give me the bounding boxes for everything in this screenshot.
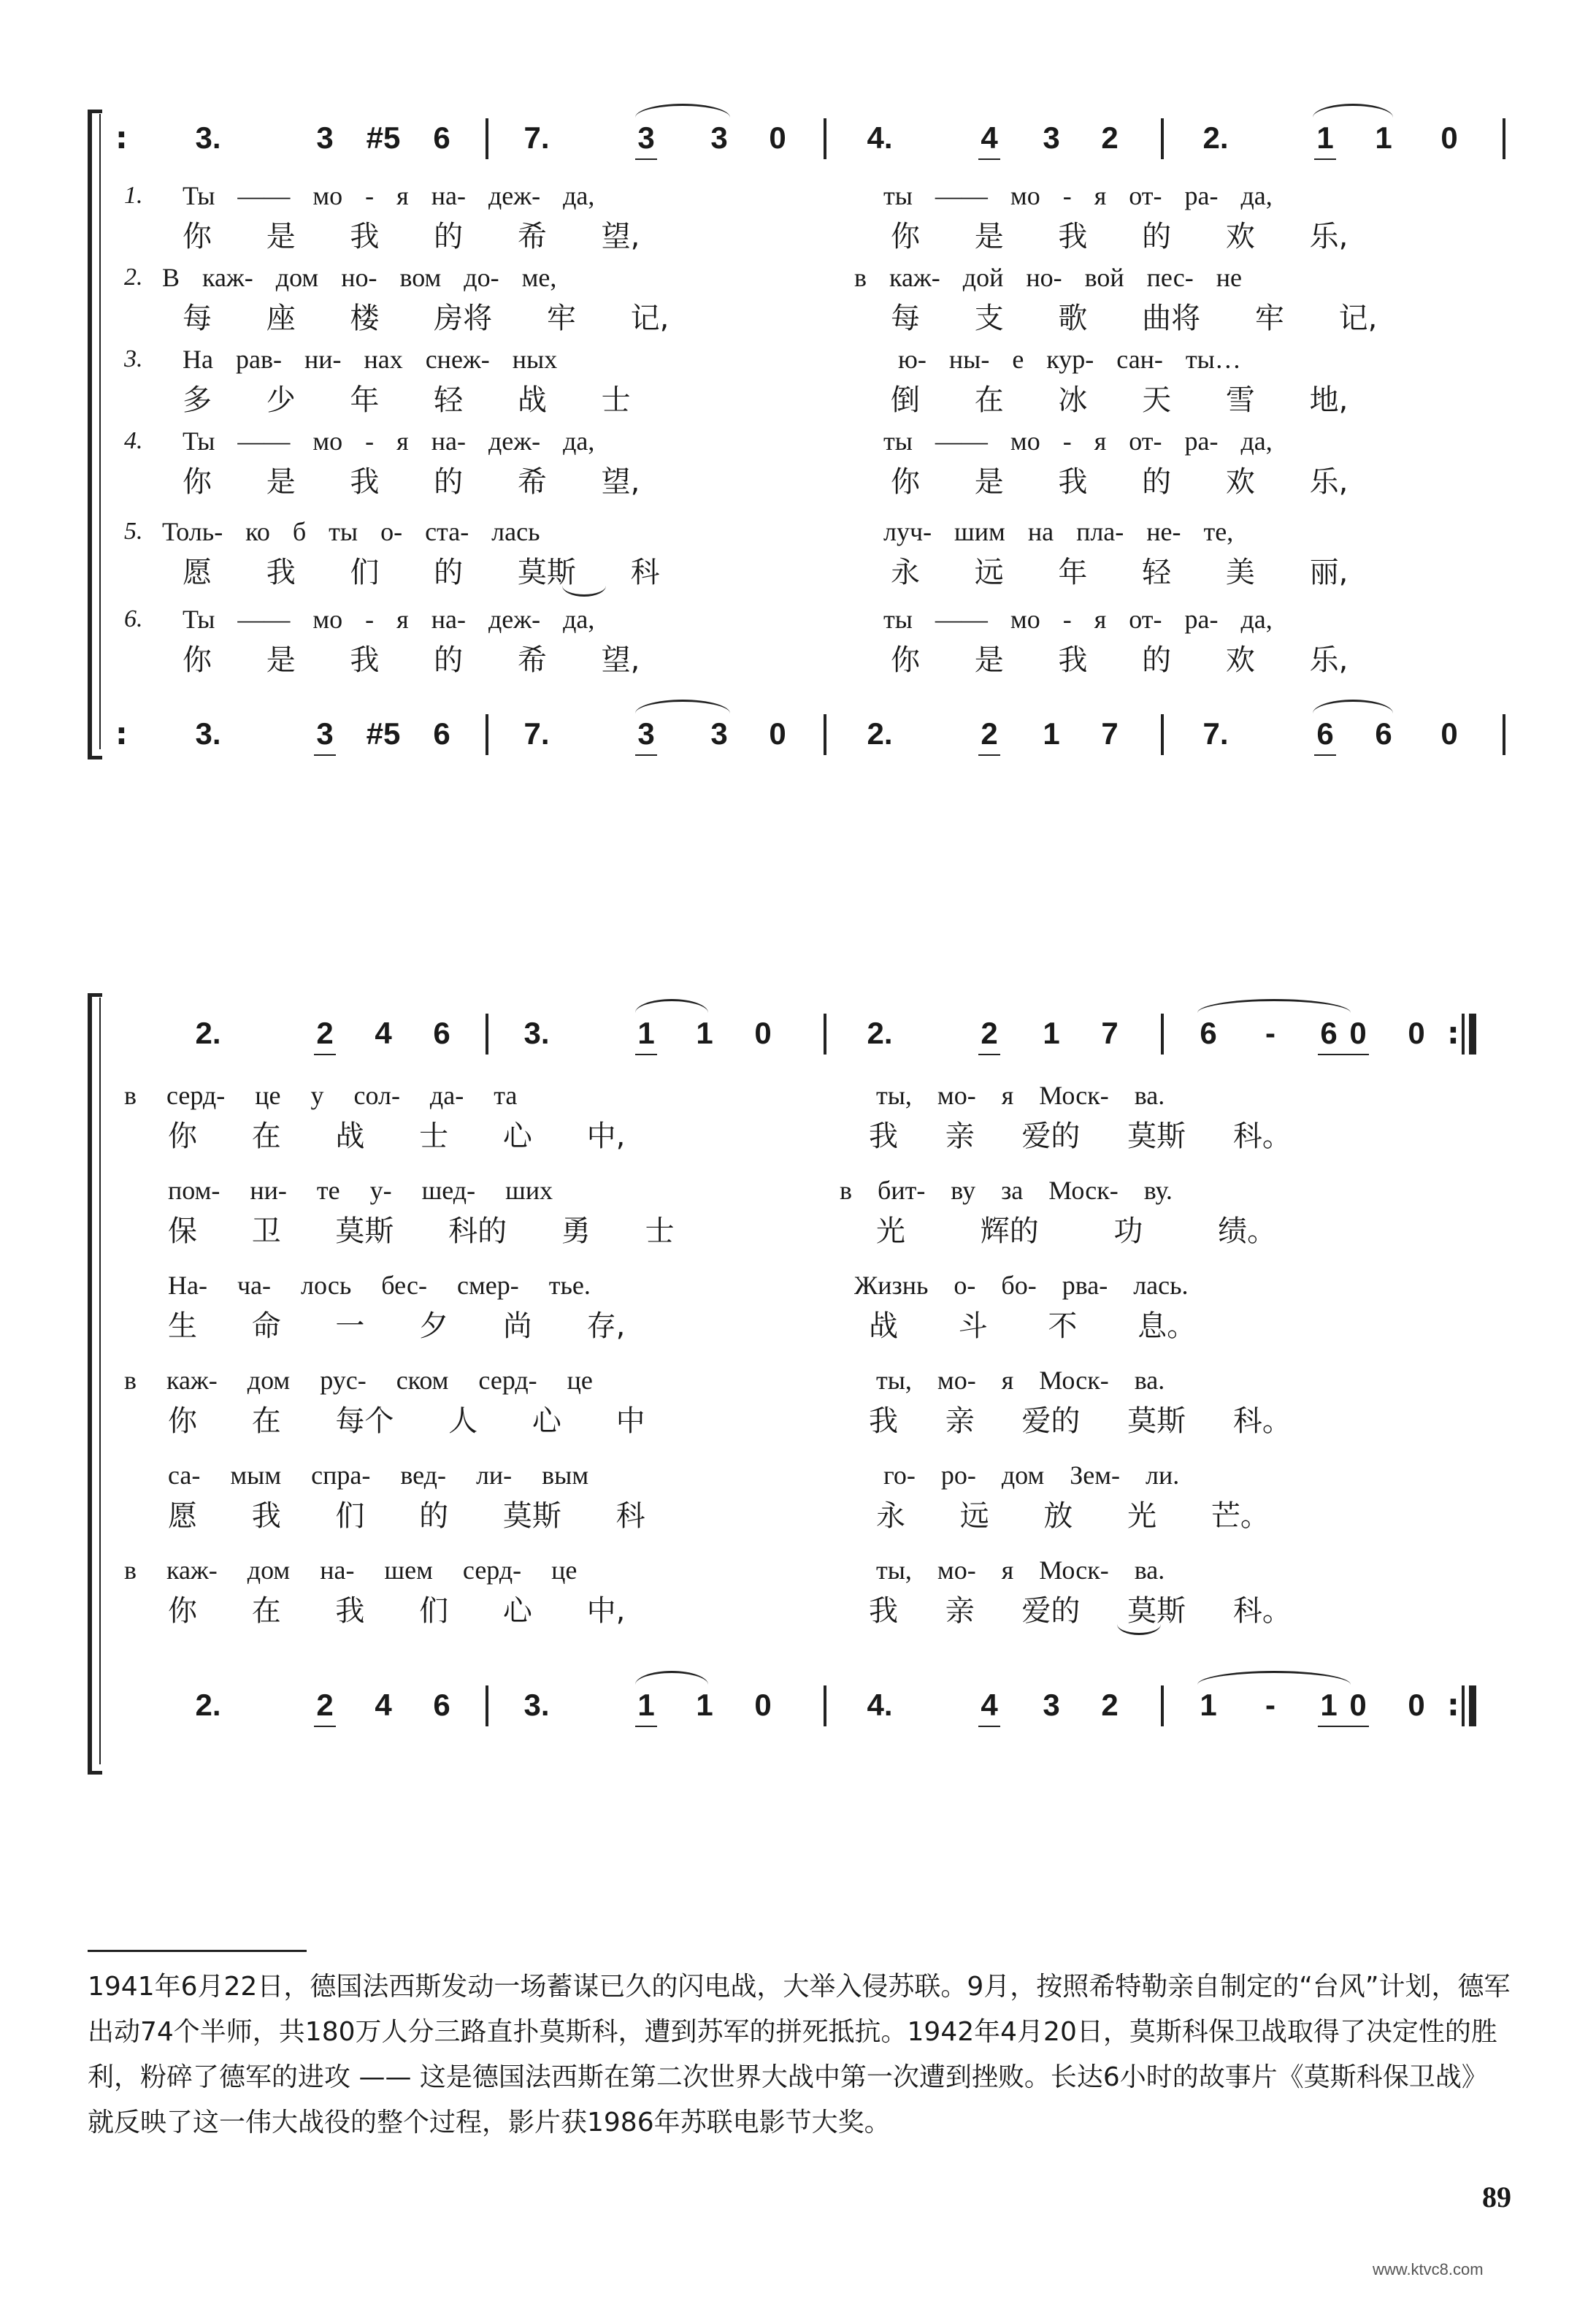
notes-row-top [117,112,1519,164]
verse-1-zh [117,1116,1519,1157]
barline [486,1014,488,1055]
note: 6 [433,716,450,751]
verse-4-ru [117,1360,1519,1401]
verse-2-zh [117,298,1519,339]
final-barline-thick [1469,1685,1476,1726]
note: 2. [867,716,893,751]
lyric-ru-b: ю- ны- е кур- сан- ты… [898,345,1241,374]
lyric-zh-b: 倒 在 冰 天 雪 地, [891,383,1348,417]
lyric-zh-a: 多 少 年 轻 战 士 [183,383,631,417]
repeat-start: : [115,120,128,156]
verse-4-zh [117,462,1519,502]
lyric-zh-b: 你 是 我 的 欢 乐, [891,643,1348,677]
repeat-end: : [1447,1015,1459,1051]
lyric-ru-b: ты —— мо - я от- ра- да, [883,426,1273,456]
note: 0 [769,716,786,751]
lyric-zh-a: 生 命 一 夕 尚 存, [168,1309,626,1343]
note: 0 [769,120,786,155]
underline [978,754,1000,756]
note: 0 [1408,1688,1425,1722]
note: 3 [1043,120,1060,155]
verse-1-zh [117,216,1519,257]
verse-number: 1. [124,182,143,209]
verse-number: 5. [124,518,143,545]
note: 7. [523,716,550,751]
verse-2-ru [117,257,1519,298]
underline [314,1053,336,1055]
note: 3 [316,120,334,155]
page-number: 89 [1482,2181,1511,2213]
underline [635,158,657,160]
tie-mark [562,586,606,597]
verse-3-zh [117,1306,1519,1347]
note: 2. [195,1688,221,1722]
barline [486,118,488,159]
system-bracket-inner [99,998,101,1764]
lyric-ru-a: Ты —— мо - я на- деж- да, [183,426,595,456]
note: 3 [710,716,728,751]
slur [1197,1671,1351,1685]
lyric-zh-a: 愿 我 们 的 莫斯 科 [183,556,660,589]
verse-1-ru [117,175,1519,216]
lyric-zh-a: 你 在 我 们 心 中, [168,1594,626,1628]
lyric-zh-b: 永 远 放 光 芒。 [876,1499,1270,1533]
verse-4-ru [117,421,1519,462]
note: 3 [637,716,655,751]
verse-2-zh [117,1211,1519,1252]
note: 4 [375,1016,392,1050]
score-system-1 [88,95,1511,774]
note: 7. [1202,716,1229,751]
note: 3. [195,716,221,751]
note: #5 [366,120,401,155]
note: 4. [867,1688,893,1722]
barline [824,1685,826,1726]
repeat-start: : [115,716,128,751]
note: - [1265,1688,1275,1722]
lyric-ru-b: ты —— мо - я от- ра- да, [883,181,1273,210]
barline [1161,118,1164,159]
lyric-ru-a: Толь- ко б ты о- ста- лась [162,517,540,546]
underline [1314,754,1336,756]
lyric-zh-b: 我 亲 爱的 莫斯 科。 [869,1594,1292,1628]
note: 7 [1101,1016,1119,1050]
lyric-zh-a: 你 是 我 的 希 望, [183,643,640,677]
note: 1 [1375,120,1392,155]
underline [1318,1053,1369,1055]
underline [635,1053,657,1055]
lyric-ru-b: ты, мо- я Моск- ва. [876,1366,1165,1395]
note: - [1265,1016,1275,1050]
lyric-ru-b: Жизнь о- бо- рва- лась. [854,1271,1189,1300]
note: 2 [316,1688,334,1722]
note: 1 [637,1688,655,1722]
note: 1 [1320,1688,1338,1722]
barline [824,714,826,755]
lyric-zh-b: 光 辉的 功 绩。 [876,1214,1277,1248]
lyric-ru-a: Ты —— мо - я на- деж- да, [183,181,595,210]
lyric-ru-b: в бит- ву за Моск- ву. [840,1176,1173,1205]
lyric-ru-b: ты —— мо - я от- ра- да, [883,605,1273,634]
barline [824,118,826,159]
lyric-ru-a: в каж- дом на- шем серд- це [124,1555,578,1585]
note: 1 [1316,120,1334,155]
verse-number: 6. [124,605,143,632]
lyric-zh-a: 保 卫 莫斯 科的 勇 士 [168,1214,675,1248]
note: 2 [981,1016,998,1050]
note: 0 [1349,1688,1367,1722]
verse-3-zh [117,380,1519,421]
verse-5-ru [117,511,1519,552]
underline [1318,1725,1369,1727]
lyric-zh-a: 每 座 楼 房将 牢 记, [183,302,670,335]
slur [635,104,730,118]
verse-4-zh [117,1401,1519,1442]
notes-row-bottom [117,1680,1519,1731]
note: 3 [1043,1688,1060,1722]
note: 4 [981,120,998,155]
note: 7. [523,120,550,155]
lyric-ru-a: На- ча- лось бес- смер- тье. [168,1271,591,1300]
verse-3-ru [117,339,1519,380]
note: 1 [696,1688,713,1722]
barline [1503,118,1505,159]
note: 6 [1320,1016,1338,1050]
repeat-end: : [1447,1687,1459,1723]
note: 0 [1440,716,1458,751]
lyric-ru-a: На рав- ни- нах снеж- ных [183,345,558,374]
system-bracket-inner [99,114,101,749]
slur [635,1671,708,1685]
lyric-zh-a: 你 在 战 士 心 中, [168,1120,626,1153]
barline [1161,1685,1164,1726]
lyric-zh-a: 你 是 我 的 希 望, [183,220,640,253]
underline [978,1725,1000,1727]
note: 1 [1043,1016,1060,1050]
lyric-ru-b: ты, мо- я Моск- ва. [876,1555,1165,1585]
lyric-ru-b: луч- шим на пла- не- те, [883,517,1234,546]
note: 1 [1043,716,1060,751]
verse-number: 2. [124,264,143,291]
note: 1 [1200,1688,1217,1722]
barline [1161,714,1164,755]
lyric-zh-a: 你 是 我 的 希 望, [183,465,640,499]
underline [1314,158,1336,160]
verse-6-ru [117,599,1519,640]
note: 4 [375,1688,392,1722]
lyric-zh-b: 永 远 年 轻 美 丽, [891,556,1348,589]
barline [1161,1014,1164,1055]
verse-5-zh [117,552,1519,593]
lyric-ru-a: са- мым спра- вед- ли- вым [168,1461,589,1490]
lyric-zh-b: 战 斗 不 息。 [869,1309,1197,1343]
underline [978,1053,1000,1055]
slur [1313,700,1393,713]
note: 6 [1375,716,1392,751]
note: #5 [366,716,401,751]
note: 0 [1349,1016,1367,1050]
note: 6 [1316,716,1334,751]
final-barline-thick [1469,1014,1476,1055]
note: 0 [754,1688,772,1722]
verse-2-ru [117,1170,1519,1211]
lyric-ru-a: пом- ни- те у- шед- ших [168,1176,553,1205]
lyric-ru-b: ты, мо- я Моск- ва. [876,1081,1165,1110]
lyric-zh-a: 你 在 每个 人 心 中 [168,1404,645,1438]
barline [486,1685,488,1726]
barline [824,1014,826,1055]
slur [1197,999,1351,1013]
footnote-text: 1941年6月22日，德国法西斯发动一场蓄谋已久的闪电战，大举入侵苏联。9月，按照希特勒亲自制定的“台风”计划，德军出动74个半师，共180万人分三路直扑莫斯科，遭到苏军的拼死抵抗。1942年4月20日，莫斯科保卫战取得了决定性的胜利，粉碎了德军的进攻 —— 这是德国法西斯在第二次世界大战中第一次遭到挫败。长达6小时的故事片《莫斯科保卫战》就反映了这一伟大战役的整个过程，影片获1986年苏联电影节大奖。 [88,1972,1511,2137]
score-system-2 [88,993,1511,1782]
slur [635,999,708,1013]
barline [486,714,488,755]
note: 0 [754,1016,772,1050]
watermark: www.ktvc8.com [1373,2260,1484,2278]
note: 2 [981,716,998,751]
lyric-zh-b: 我 亲 爱的 莫斯 科。 [869,1404,1292,1438]
lyric-ru-b: в каж- дой но- вой пес- не [854,263,1242,292]
notes-row-bottom [117,708,1519,759]
note: 6 [433,120,450,155]
verse-5-ru [117,1455,1519,1496]
lyric-ru-a: Ты —— мо - я на- деж- да, [183,605,595,634]
note: 2. [195,1016,221,1050]
note: 3. [523,1688,550,1722]
lyric-ru-b: го- ро- дом Зем- ли. [883,1461,1180,1490]
notes-row-top [117,1008,1519,1059]
note: 3 [637,120,655,155]
lyric-zh-b: 你 是 我 的 欢 乐, [891,220,1348,253]
lyric-ru-a: в каж- дом рус- ском серд- це [124,1366,593,1395]
lyric-zh-a: 愿 我 们 的 莫斯 科 [168,1499,645,1533]
slur [1313,104,1393,118]
note: 0 [1440,120,1458,155]
verse-3-ru [117,1265,1519,1306]
note: 3. [523,1016,550,1050]
underline [635,754,657,756]
underline [635,1725,657,1727]
note: 3 [710,120,728,155]
note: 2 [1101,120,1119,155]
note: 3 [316,716,334,751]
verse-6-zh [117,640,1519,681]
note: 2 [316,1016,334,1050]
note: 4 [981,1688,998,1722]
tie-mark [1117,1624,1161,1635]
verse-5-zh [117,1496,1519,1536]
underline [978,158,1000,160]
note: 4. [867,120,893,155]
note: 2 [1101,1688,1119,1722]
verse-number: 3. [124,345,143,372]
note: 7 [1101,716,1119,751]
final-barline [1462,1014,1465,1055]
note: 3. [195,120,221,155]
note: 1 [696,1016,713,1050]
verse-1-ru [117,1075,1519,1116]
note: 2. [867,1016,893,1050]
note: 1 [637,1016,655,1050]
note: 2. [1202,120,1229,155]
final-barline [1462,1685,1465,1726]
lyric-ru-a: в серд- це у сол- да- та [124,1081,518,1110]
note: 6 [433,1016,450,1050]
verse-6-zh [117,1591,1519,1631]
note: 6 [1200,1016,1217,1050]
lyric-ru-a: В каж- дом но- вом до- ме, [162,263,557,292]
note: 6 [433,1688,450,1722]
slur [635,700,730,713]
lyric-zh-b: 每 支 歌 曲将 牢 记, [891,302,1378,335]
underline [314,1725,336,1727]
verse-6-ru [117,1550,1519,1591]
lyric-zh-b: 你 是 我 的 欢 乐, [891,465,1348,499]
underline [314,754,336,756]
lyric-zh-b: 我 亲 爱的 莫斯 科。 [869,1120,1292,1153]
note: 0 [1408,1016,1425,1050]
verse-number: 4. [124,427,143,454]
footnote-rule [88,1950,307,1952]
barline [1503,714,1505,755]
